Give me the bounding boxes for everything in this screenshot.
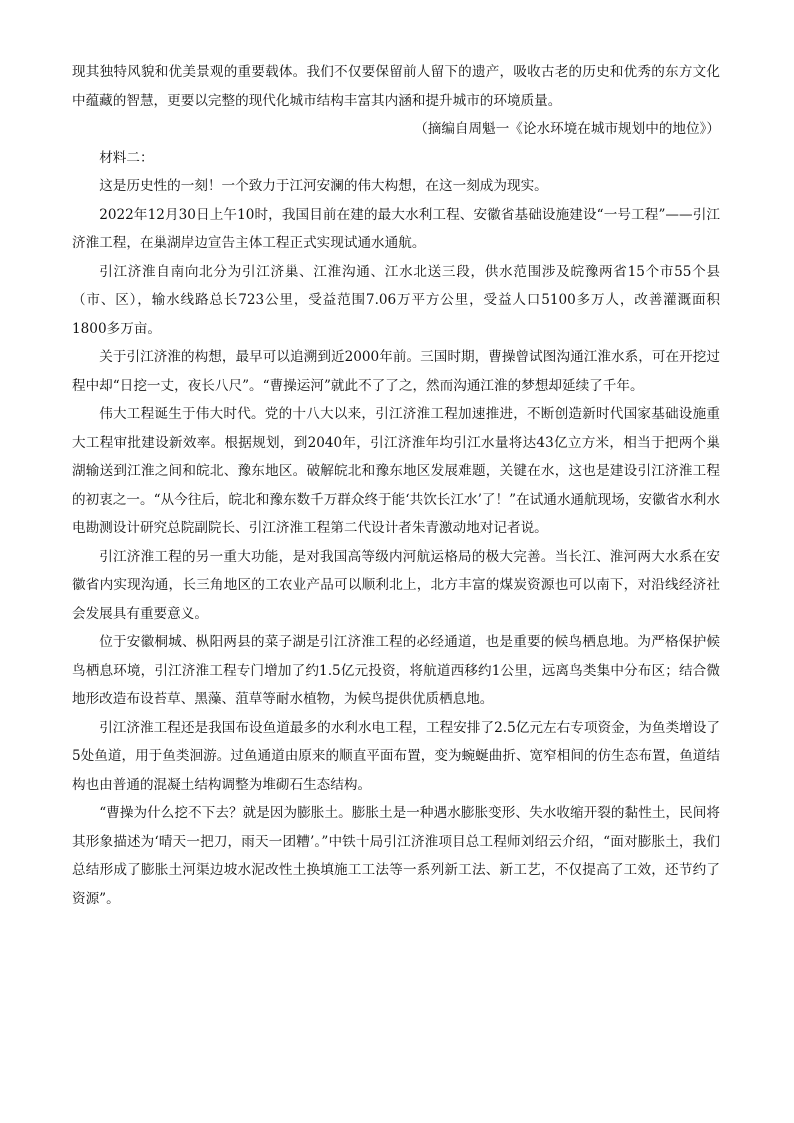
- paragraph-fish-passage: 引江济淮工程还是我国布设鱼道最多的水利水电工程，工程安排了2.5亿元左右专项资金，为鱼类增设了5处鱼道，用于鱼类洄游。过鱼通道由原来的顺直平面布置，变为蜿蜒曲折、宽窄相间的仿生态布置，鱼道结构也由普通的混凝土结构调整为堆砌石生态结构。: [72, 719, 720, 793]
- source-citation: （摘编自周魁一《论水环境在城市规划中的地位》）: [414, 121, 720, 137]
- paragraph-great-era: 伟大工程诞生于伟大时代。党的十八大以来，引江济淮工程加速推进，不断创造新时代国家基础设施重大工程审批建设新效率。根据规划，到2040年，引江济淮年均引江水量将达43亿立方米，相当于把两个巢湖输送到江淮之间和皖北、豫东地区。破解皖北和豫东地区发展难题，关键在水，这也是建设引江济淮工程的初衷之一。“从今往后，皖北和豫东数千万群众终于能‘共饮长江水’了！”在试通水通航现场，安徽省水利水电勘测设计研究总院副院长、引江济淮工程第二代设计者朱青激动地对记者说。: [72, 406, 720, 536]
- paragraph-continued: 现其独特风貌和优美景观的重要载体。我们不仅要保留前人留下的遗产，吸收古老的历史和优秀的东方文化中蕴藏的智慧，更要以完整的现代化城市结构丰富其内涵和提升城市的环境质量。: [72, 64, 720, 109]
- section-heading-material-two: 材料二：: [99, 149, 154, 166]
- paragraph-navigation: 引江济淮工程的另一重大功能，是对我国高等级内河航运格局的极大完善。当长江、淮河两大水系在安徽省内实现沟通，长三角地区的工农业产品可以顺利北上，北方丰富的煤炭资源也可以南下，对沿线经济社会发展具有重要意义。: [72, 548, 720, 622]
- document-page: [72, 58, 720, 913]
- paragraph-historic-moment: 这是历史性的一刻！一个致力于江河安澜的伟大构想，在这一刻成为现实。: [99, 178, 548, 194]
- paragraph-sections: 引江济淮自南向北分为引江济巢、江淮沟通、江水北送三段，供水范围涉及皖豫两省15个市55个县（市、区），输水线路总长723公里，受益范围7.06万平方公里，受益人口5100多万人，改善灌溉面积1800多万亩。: [72, 263, 720, 337]
- paragraph-history: 关于引江济淮的构想，最早可以追溯到近2000年前。三国时期，曹操曾试图沟通江淮水系，可在开挖过程中却“日挖一丈，夜长八尺”。“曹操运河”就此不了了之，然而沟通江淮的梦想却延续了千年。: [72, 349, 720, 394]
- paragraph-expansive-soil: “曹操为什么挖不下去？就是因为膨胀土。膨胀土是一种遇水膨胀变形、失水收缩开裂的黏性土，民间将其形象描述为‘晴天一把刀，雨天一团糟’。”中铁十局引江济淮项目总工程师刘绍云介绍，“面对膨胀土，我们总结形成了膨胀土河渠边坡水泥改性土换填施工工法等一系列新工法、新工艺，不仅提高了工效，还节约了资源”。: [72, 805, 720, 907]
- paragraph-bird-habitat: 位于安徽桐城、枞阳两县的菜子湖是引江济淮工程的必经通道，也是重要的候鸟栖息地。为严格保护候鸟栖息环境，引江济淮工程专门增加了约1.5亿元投资，将航道西移约1公里，远离鸟类集中分布区；结合微地形改造布设苔草、黑藻、菹草等耐水植物，为候鸟提供优质栖息地。: [72, 634, 720, 707]
- paragraph-trial-operation: 2022年12月30日上午10时，我国目前在建的最大水利工程、安徽省基础设施建设“一号工程”——引江济淮工程，在巢湖岸边宣告主体工程正式实现试通水通航。: [72, 206, 720, 251]
